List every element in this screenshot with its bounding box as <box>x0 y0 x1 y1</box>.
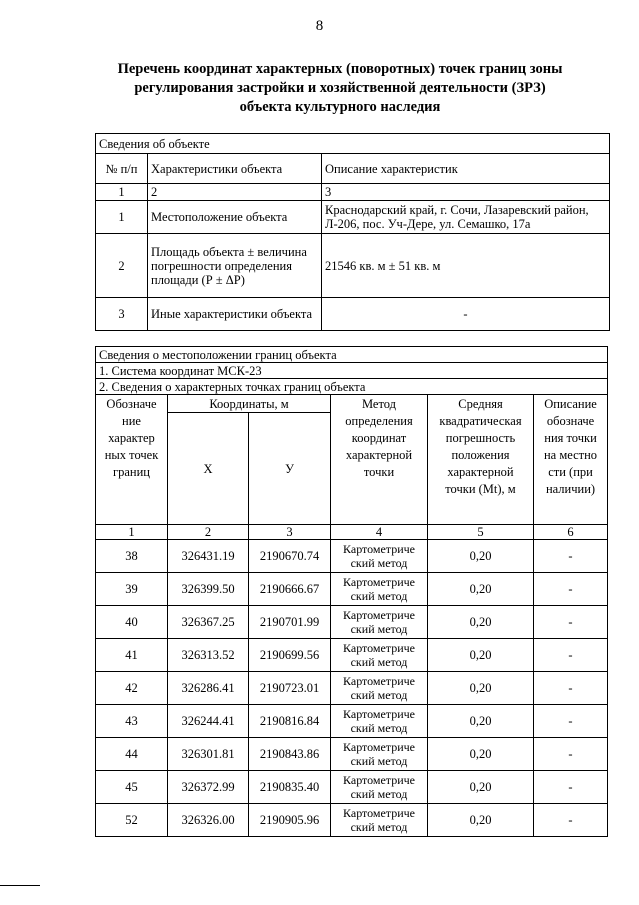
method: Картометриче ский метод <box>331 771 428 804</box>
characteristic: Иные характеристики объекта <box>148 298 322 331</box>
error-mt: 0,20 <box>428 540 534 573</box>
coord-y: 2190816.84 <box>249 705 331 738</box>
coord-x: 326399.50 <box>168 573 249 606</box>
table-row <box>96 606 608 639</box>
header-cell: № п/п <box>96 154 148 184</box>
coordinate-system: 1. Система координат МСК-23 <box>96 363 608 379</box>
column-number: 5 <box>428 525 534 540</box>
column-number: 3 <box>322 184 610 201</box>
coord-y: 2190835.40 <box>249 771 331 804</box>
characteristic: Площадь объекта ± величина погрешности определения площади (Р ± ΔР) <box>148 234 322 298</box>
coord-y: 2190723.01 <box>249 672 331 705</box>
point-id: 38 <box>96 540 168 573</box>
method: Картометриче ский метод <box>331 573 428 606</box>
point-description: - <box>534 705 608 738</box>
header-x: Х <box>168 413 249 525</box>
row-number: 1 <box>96 201 148 234</box>
document-title <box>100 60 580 117</box>
method: Картометриче ский метод <box>331 639 428 672</box>
coord-x: 326326.00 <box>168 804 249 837</box>
points-section-header: 2. Сведения о характерных точках границ объекта <box>96 379 608 395</box>
coord-y: 2190843.86 <box>249 738 331 771</box>
point-id: 42 <box>96 672 168 705</box>
coord-y: 2190701.99 <box>249 606 331 639</box>
method: Картометриче ский метод <box>331 540 428 573</box>
error-mt: 0,20 <box>428 705 534 738</box>
table-row <box>96 573 608 606</box>
page-number: 8 <box>315 18 324 34</box>
table-row <box>96 771 608 804</box>
point-id: 39 <box>96 573 168 606</box>
point-description: - <box>534 771 608 804</box>
characteristic: Местоположение объекта <box>148 201 322 234</box>
title-line: объекта культурного наследия <box>239 99 441 115</box>
boundary-points-table <box>95 346 608 837</box>
method: Картометриче ский метод <box>331 672 428 705</box>
table-row <box>96 804 608 837</box>
coord-y: 2190905.96 <box>249 804 331 837</box>
coord-x: 326372.99 <box>168 771 249 804</box>
error-mt: 0,20 <box>428 672 534 705</box>
coord-x: 326313.52 <box>168 639 249 672</box>
header-error: Средняя квадратическая погрешность положения характерной точки (Mt), м <box>428 395 534 525</box>
coord-x: 326431.19 <box>168 540 249 573</box>
column-number: 1 <box>96 525 168 540</box>
title-line: регулирования застройки и хозяйственной деятельности (ЗРЗ) <box>134 80 546 96</box>
header-cell: Описание характеристик <box>322 154 610 184</box>
coord-y: 2190670.74 <box>249 540 331 573</box>
point-id: 43 <box>96 705 168 738</box>
section-header: Сведения об объекте <box>96 134 610 154</box>
point-id: 52 <box>96 804 168 837</box>
table-row <box>96 201 610 234</box>
header-cell: Характеристики объекта <box>148 154 322 184</box>
divider <box>0 885 40 886</box>
description: - <box>322 298 610 331</box>
table-row <box>96 672 608 705</box>
object-info-table <box>95 133 610 331</box>
error-mt: 0,20 <box>428 573 534 606</box>
coord-y: 2190699.56 <box>249 639 331 672</box>
method: Картометриче ский метод <box>331 606 428 639</box>
error-mt: 0,20 <box>428 804 534 837</box>
point-id: 45 <box>96 771 168 804</box>
section-header: Сведения о местоположении границ объекта <box>96 347 608 363</box>
error-mt: 0,20 <box>428 738 534 771</box>
point-description: - <box>534 672 608 705</box>
coord-x: 326367.25 <box>168 606 249 639</box>
header-designation: Обозначе ние характер ных точек границ <box>96 395 168 525</box>
method: Картометриче ский метод <box>331 705 428 738</box>
error-mt: 0,20 <box>428 771 534 804</box>
table-row <box>96 639 608 672</box>
description: 21546 кв. м ± 51 кв. м <box>322 234 610 298</box>
header-description: Описание обозначе ния точки на местно сти (при наличии) <box>534 395 608 525</box>
coord-x: 326301.81 <box>168 738 249 771</box>
header-method: Метод определения координат характерной точки <box>331 395 428 525</box>
header-coordinates: Координаты, м <box>168 395 331 413</box>
column-number: 1 <box>96 184 148 201</box>
title-line: Перечень координат характерных (поворотных) точек границ зоны <box>117 61 563 77</box>
point-description: - <box>534 540 608 573</box>
table-row <box>96 234 610 298</box>
point-description: - <box>534 804 608 837</box>
point-id: 41 <box>96 639 168 672</box>
column-number: 4 <box>331 525 428 540</box>
description: Краснодарский край, г. Сочи, Лазаревский район, Л-206, пос. Уч-Дере, ул. Семашко, 17а <box>322 201 610 234</box>
error-mt: 0,20 <box>428 606 534 639</box>
table-row <box>96 298 610 331</box>
column-number: 2 <box>148 184 322 201</box>
point-id: 40 <box>96 606 168 639</box>
point-description: - <box>534 639 608 672</box>
point-description: - <box>534 738 608 771</box>
header-y: У <box>249 413 331 525</box>
error-mt: 0,20 <box>428 639 534 672</box>
column-number: 6 <box>534 525 608 540</box>
point-description: - <box>534 573 608 606</box>
point-id: 44 <box>96 738 168 771</box>
table-row <box>96 738 608 771</box>
table-row <box>96 705 608 738</box>
coord-y: 2190666.67 <box>249 573 331 606</box>
method: Картометриче ский метод <box>331 804 428 837</box>
coord-x: 326286.41 <box>168 672 249 705</box>
column-number: 3 <box>249 525 331 540</box>
row-number: 3 <box>96 298 148 331</box>
method: Картометриче ский метод <box>331 738 428 771</box>
row-number: 2 <box>96 234 148 298</box>
coord-x: 326244.41 <box>168 705 249 738</box>
table-row <box>96 540 608 573</box>
column-number: 2 <box>168 525 249 540</box>
point-description: - <box>534 606 608 639</box>
